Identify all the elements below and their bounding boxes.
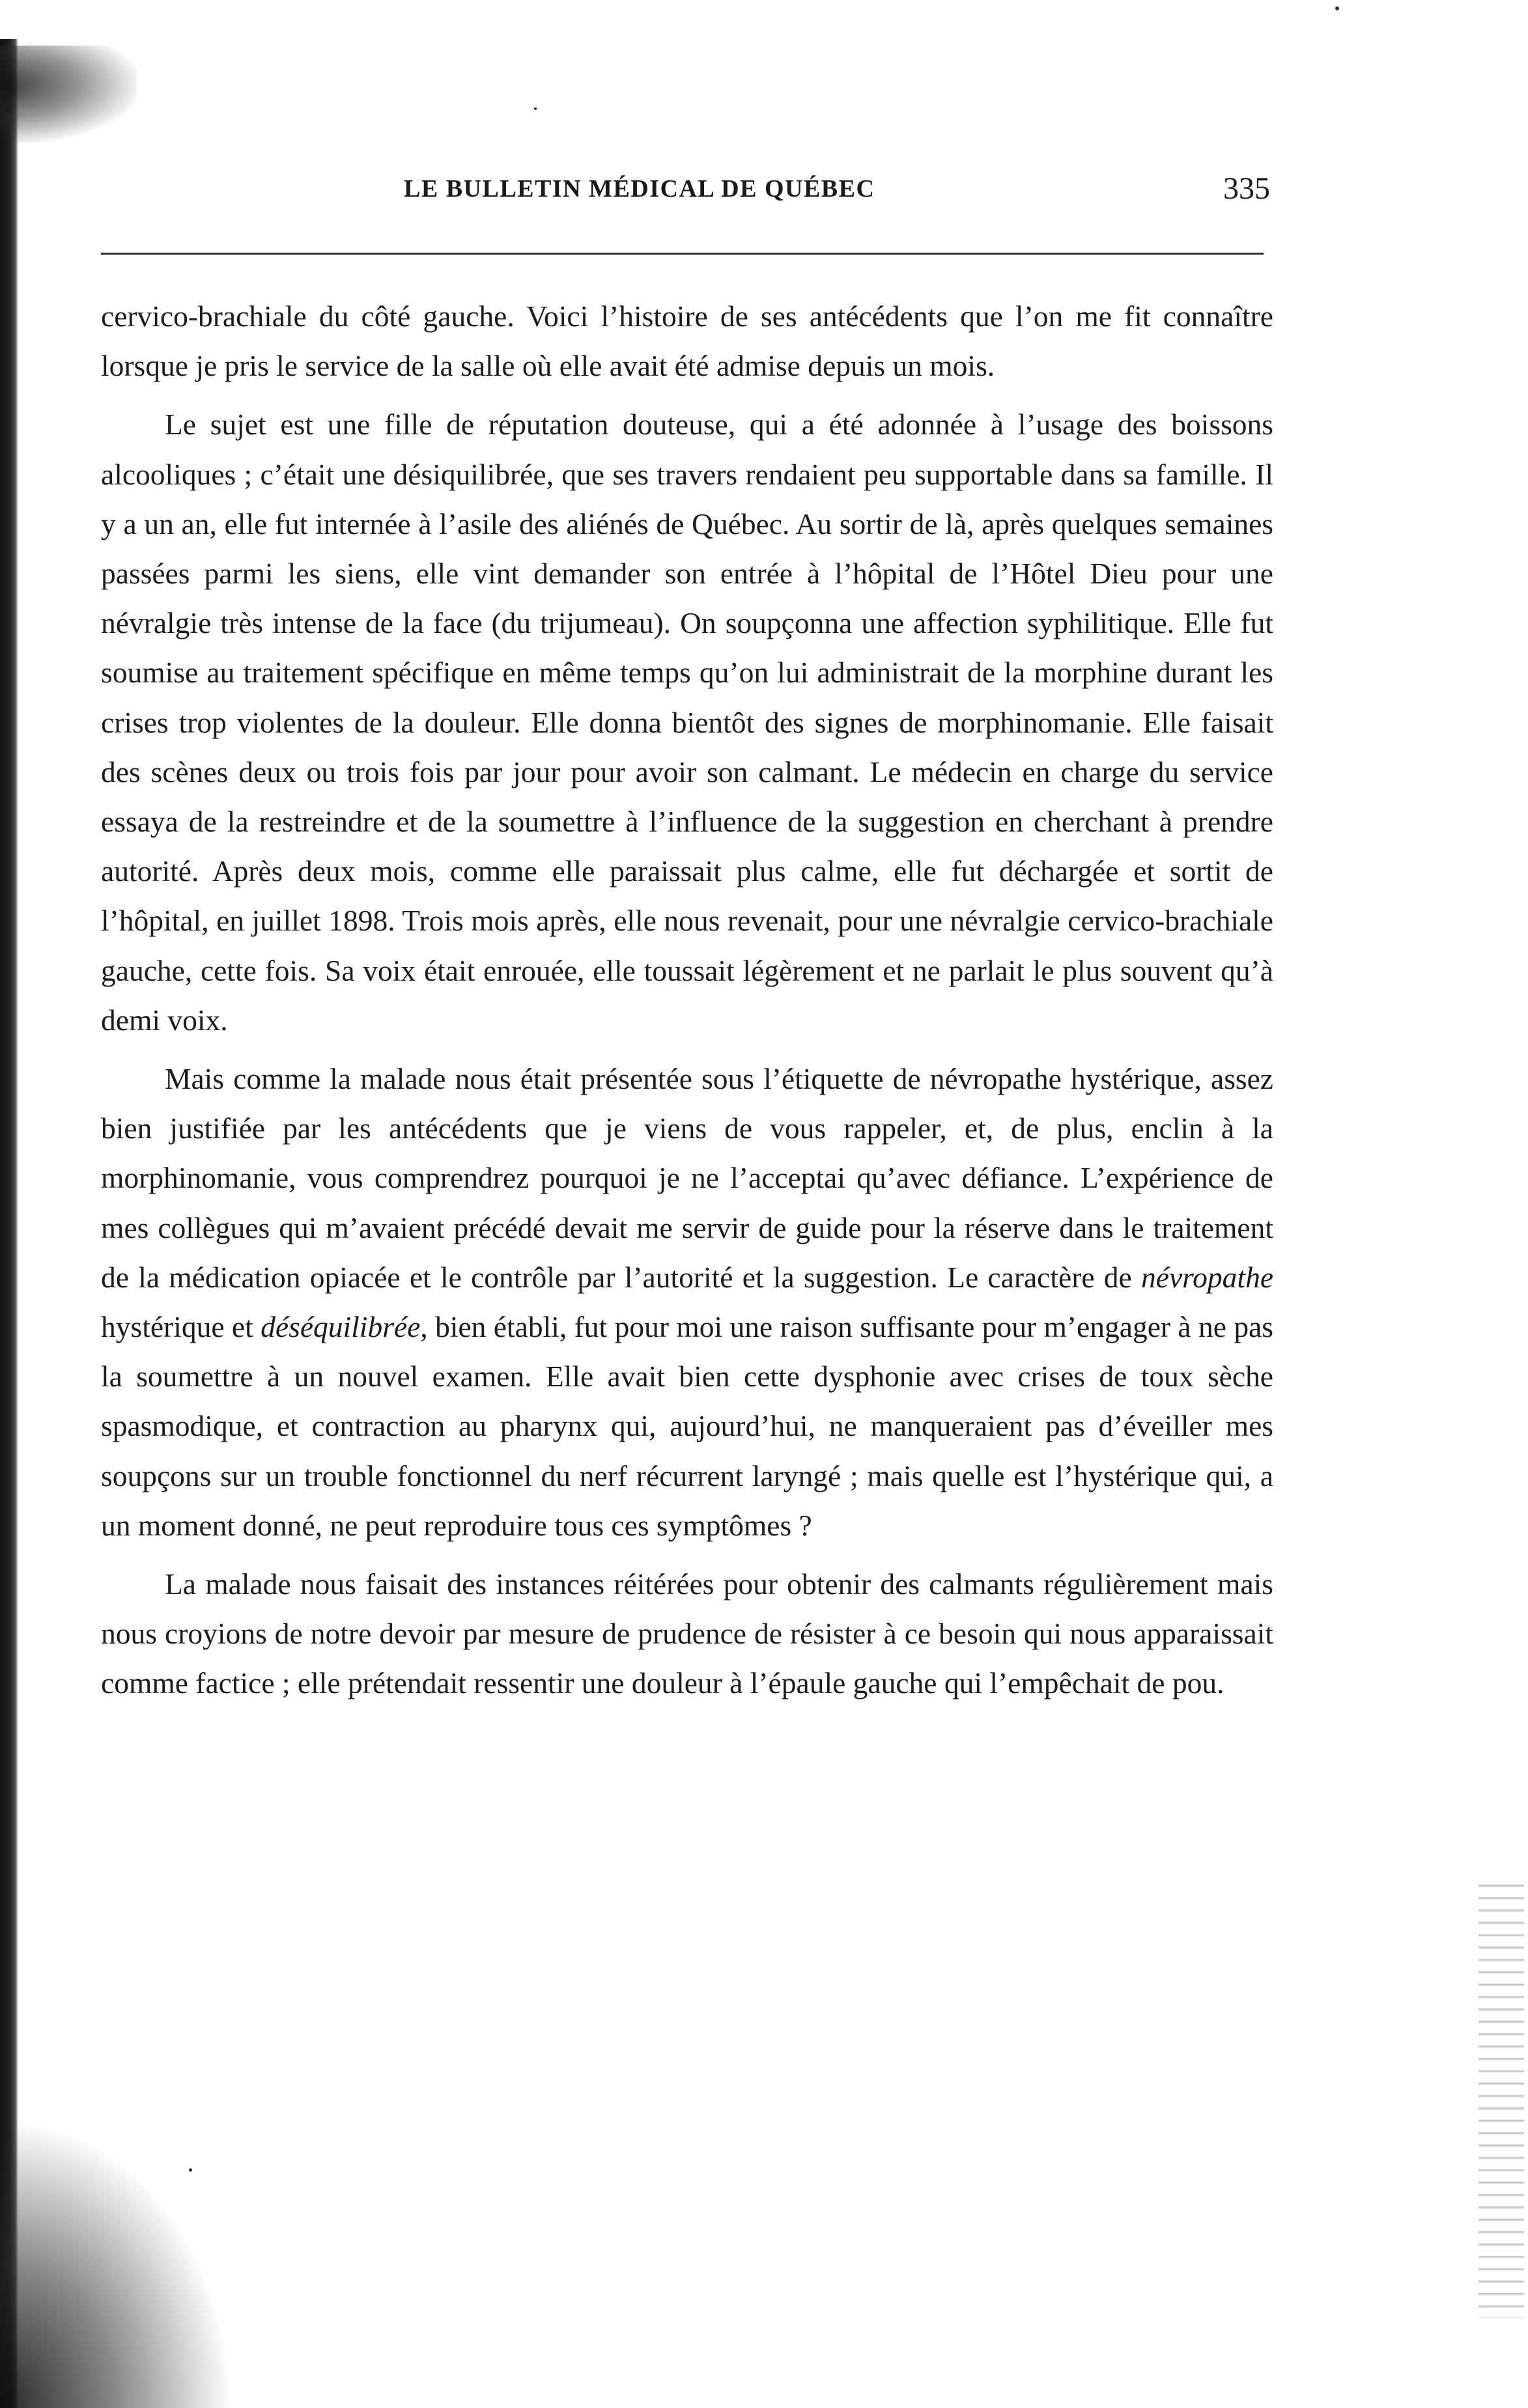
paragraph-2: Le sujet est une fille de réputation douteuse, qui a été adonnée à l’usage des boissons alcooliques ; c’était une désiquilibrée, que ses travers rendaient peu supportable dans sa famille. Il y a un an, elle fut internée à l’asile des aliénés de Québec. Au sortir de là, après quelques semaines passées parmi les siens, elle vint demander son entrée à l’hôpital de l’Hôtel Dieu pour une névralgie très intense de la face (du trijumeau). On soupçonna une affection syphilitique. Elle fut soumise au traitement spécifique en même temps qu’on lui administrait de la morphine durant les crises trop violentes de la douleur. Elle donna bientôt des signes de morphinomanie. Elle faisait des scènes deux ou trois fois par jour pour avoir son calmant. Le médecin en charge du service essaya de la restreindre et de la soumettre à l’influence de la suggestion en cherchant à prendre autorité. Après deux mois, comme elle paraissait plus calme, elle fut déchargée et sortit de l’hôpital, en juillet 1898. Trois mois après, elle nous revenait, pour une névralgie cervico-brachiale gauche, cette fois. Sa voix était enrouée, elle toussait légèrement et ne parlait le plus souvent qu’à demi voix. (101, 408, 1273, 1037)
page-header (404, 171, 1270, 214)
scan-speck (534, 107, 537, 110)
paragraph-1: cervico-brachiale du côté gauche. Voici l’histoire de ses antécédents que l’on me fit connaître lorsque je pris le service de la salle où elle avait été admise depuis un mois. (101, 300, 1273, 383)
scan-smudge-top (0, 46, 137, 143)
scan-speck (189, 2168, 192, 2172)
paragraph-3-italic-a: névropathe (1141, 1260, 1274, 1294)
running-title: LE BULLETIN MÉDICAL DE QUÉBEC (404, 175, 875, 203)
paragraph-3 (101, 1054, 1273, 1550)
scan-speck (1335, 7, 1339, 10)
scan-noise-right (1478, 1875, 1524, 2318)
article-body (101, 292, 1273, 1709)
paragraph-3-text-b: hystérique et (101, 1310, 253, 1344)
header-rule (101, 253, 1264, 255)
page-number: 335 (1223, 171, 1270, 206)
paragraph-3-text-a: Mais comme la malade nous était présentée sous l’étiquette de névropathe hystérique, assez bien justifiée par les antécédents que je viens de vous rappeler, et, de plus, enclin à la morphinomanie, vous comprendrez pourquoi je ne l’acceptai qu’avec défiance. L’expérience de mes collègues qui m’avaient précédé devait me servir de guide pour la réserve dans le traitement de la médication opiacée et le contrôle par l’autorité et la suggestion. Le caractère de (101, 1062, 1273, 1294)
scan-binding-shadow (0, 39, 18, 2408)
scan-smudge-bottom (0, 2116, 234, 2408)
paragraph-4: La malade nous faisait des instances réitérées pour obtenir des calmants régulièrement mais nous croyions de notre devoir par mesure de prudence de résister à ce besoin qui nous apparaissait comme factice ; elle prétendait ressentir une douleur à l’épaule gauche qui l’empêchait de pou. (101, 1567, 1273, 1700)
paragraph-3-text-c: bien établi, fut pour moi une raison suffisante pour m’engager à ne pas la soumettre à un nouvel examen. Elle avait bien cette dysphonie avec crises de toux sèche spasmodique, et contraction au pharynx qui, aujourd’hui, ne manqueraient pas d’éveiller mes soupçons sur un trouble fonctionnel du nerf récurrent laryngé ; mais quelle est l’hystérique qui, a un moment donné, ne peut reproduire tous ces symptômes ? (101, 1310, 1274, 1542)
paragraph-3-italic-b: déséquilibrée, (261, 1310, 428, 1344)
